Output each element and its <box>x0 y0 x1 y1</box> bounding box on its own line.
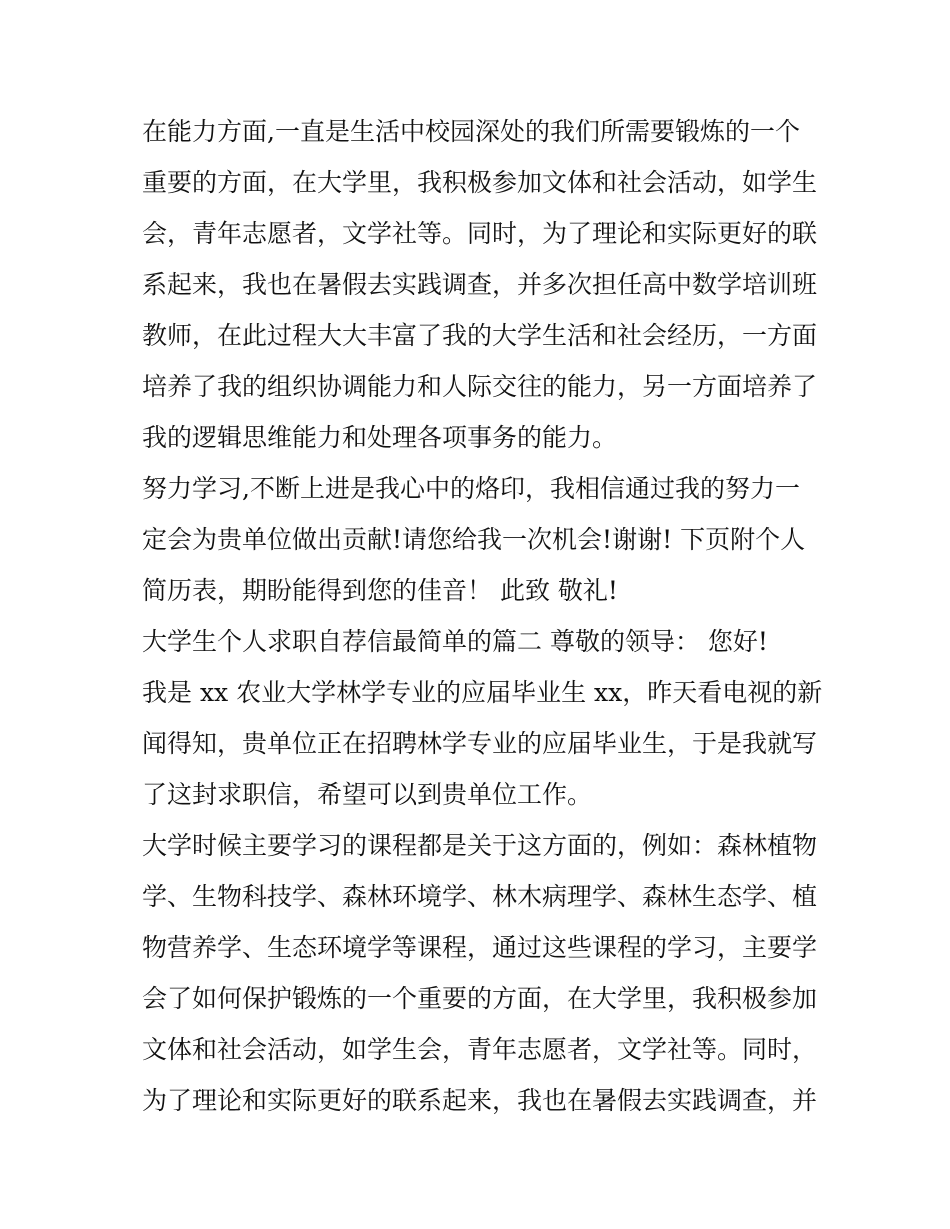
text-line: 在能力方面,一直是生活中校园深处的我们所需要锻炼的一个 <box>142 117 800 146</box>
text-line: 我的逻辑思维能力和处理各项事务的能力。 <box>142 423 618 452</box>
text-line: 了这封求职信，希望可以到贵单位工作。 <box>142 780 593 809</box>
body-text <box>142 106 822 1126</box>
text-line: 简历表，期盼能得到您的佳音！ 此致 敬礼! <box>142 576 618 605</box>
text-line: 为了理论和实际更好的联系起来，我也在暑假去实践调查，并 <box>142 1086 818 1115</box>
text-line: 物营养学、生态环境学等课程，通过这些课程的学习，主要学 <box>142 933 818 962</box>
text-line: 文体和社会活动，如学生会，青年志愿者，文学社等。同时， <box>142 1035 818 1064</box>
text-line: 教师，在此过程大大丰富了我的大学生活和社会经历，一方面 <box>142 321 818 350</box>
text-line: 我是 xx 农业大学林学专业的应届毕业生 xx，昨天看电视的新 <box>142 678 823 707</box>
text-line: 闻得知，贵单位正在招聘林学专业的应届毕业生，于是我就写 <box>142 729 818 758</box>
text-line: 会，青年志愿者，文学社等。同时，为了理论和实际更好的联 <box>142 219 818 248</box>
text-line: 努力学习,不断上进是我心中的烙印，我相信通过我的努力一 <box>142 474 800 503</box>
text-line: 培养了我的组织协调能力和人际交往的能力，另一方面培养了 <box>142 372 818 401</box>
text-line: 会了如何保护锻炼的一个重要的方面，在大学里，我积极参加 <box>142 984 818 1013</box>
text-line: 学、生物科技学、森林环境学、林木病理学、森林生态学、植 <box>142 882 818 911</box>
text-line: 大学时候主要学习的课程都是关于这方面的，例如：森林植物 <box>142 831 818 860</box>
text-line: 重要的方面，在大学里，我积极参加文体和社会活动，如学生 <box>142 168 818 197</box>
section-heading-line: 大学生个人求职自荐信最简单的篇二 尊敬的领导： 您好! <box>142 627 768 656</box>
text-line: 系起来，我也在暑假去实践调查，并多次担任高中数学培训班 <box>142 270 818 299</box>
text-line: 定会为贵单位做出贡献!请您给我一次机会!谢谢! 下页附个人 <box>142 525 806 554</box>
